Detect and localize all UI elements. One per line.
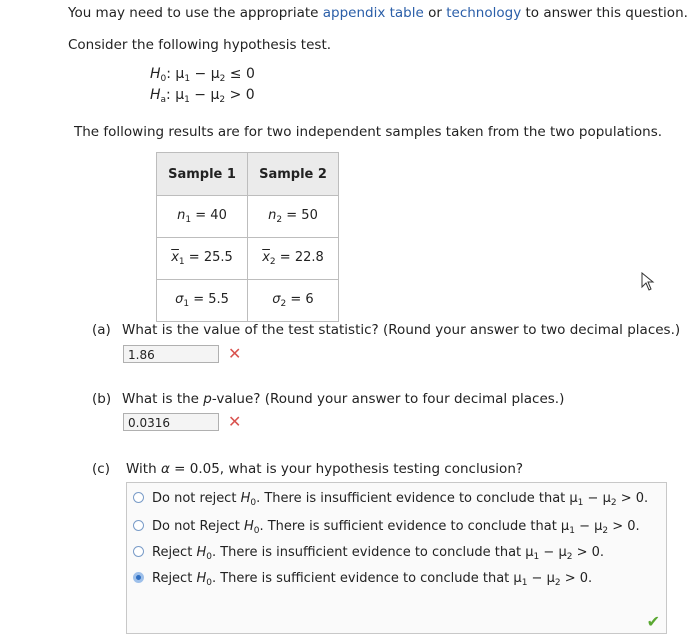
subscript: 2 (610, 498, 617, 508)
samples-table (156, 152, 339, 322)
radio-button[interactable] (133, 546, 144, 557)
instruction-text: to answer this question. (521, 5, 688, 21)
part-a-label: (a) (92, 322, 111, 338)
subscript: 0 (253, 526, 260, 536)
radio-button-selected[interactable] (133, 572, 144, 583)
subscript: 2 (276, 215, 283, 225)
test-statistic-input[interactable]: 1.86 (123, 345, 219, 363)
option-text: Reject (152, 571, 197, 586)
sigma-symbol: σ (272, 292, 281, 307)
option-text: Do not reject (152, 491, 241, 506)
subscript: 1 (184, 74, 191, 84)
option-reject-insufficient[interactable] (133, 545, 604, 562)
subscript: 1 (184, 95, 190, 105)
option-text: > 0. (560, 571, 593, 586)
table-row (157, 196, 339, 238)
option-do-not-reject-sufficient[interactable] (133, 519, 640, 536)
cell-value: = 50 (282, 208, 318, 223)
option-text: − μ (574, 519, 603, 534)
h-symbol: H (150, 87, 161, 103)
option-text: . There is insufficient evidence to conclude that μ (211, 545, 534, 560)
subscript: 0 (250, 498, 257, 508)
option-text: > 0. (608, 519, 640, 534)
radio-button[interactable] (133, 520, 144, 531)
alternative-hypothesis (150, 87, 255, 105)
subscript: 2 (269, 257, 276, 267)
part-a-question: What is the value of the test statistic? (Round your answer to two decimal places.) (122, 322, 681, 338)
subscript: 1 (183, 299, 190, 309)
n1-cell (157, 196, 248, 238)
question-text: -value? (Round your answer to four decimal places.) (211, 391, 565, 407)
table-row (157, 238, 339, 280)
subscript: 1 (178, 257, 185, 267)
option-text: − μ (583, 491, 611, 506)
subscript: 0 (206, 552, 212, 562)
table-row (157, 280, 339, 322)
h-symbol: H (240, 491, 251, 506)
cell-value: = 40 (191, 208, 227, 223)
h-symbol: H (150, 66, 161, 82)
x1-cell (157, 238, 248, 280)
instruction-text: or (423, 5, 447, 21)
subscript: 2 (280, 299, 287, 309)
results-text: The following results are for two independent samples taken from the two populations. (74, 124, 663, 140)
cell-value: = 25.5 (184, 250, 233, 265)
n-symbol: n (268, 208, 277, 223)
option-text: . There is insufficient evidence to conclude that μ (256, 491, 578, 506)
n-symbol: n (177, 208, 186, 223)
alpha-symbol: α (160, 461, 170, 477)
expr: : μ (166, 87, 185, 103)
option-text: > 0. (616, 491, 649, 506)
subscript: a (160, 95, 167, 105)
expr: > 0 (225, 87, 255, 103)
expr: : μ (166, 66, 185, 82)
option-text: . There is sufficient evidence to conclude that μ (211, 571, 522, 586)
subscript: 2 (219, 95, 226, 105)
cell-value: = 6 (286, 292, 314, 307)
subscript: 1 (533, 552, 540, 562)
subscript: 1 (185, 215, 192, 225)
x-bar-symbol: $\overline{x}$ (171, 250, 179, 265)
instruction-line (68, 5, 688, 21)
subscript: 1 (569, 526, 575, 536)
subscript: 1 (521, 578, 528, 588)
check-mark-icon: ✔ (646, 612, 660, 631)
appendix-table-link[interactable]: appendix table (322, 5, 424, 21)
option-text: − μ (527, 571, 555, 586)
subscript: 0 (160, 74, 167, 84)
mouse-cursor-icon (641, 272, 657, 292)
subscript: 2 (219, 74, 226, 84)
technology-link[interactable]: technology (446, 5, 522, 21)
expr: − μ (190, 66, 220, 82)
subscript: 2 (602, 526, 609, 536)
h-symbol: H (196, 545, 207, 560)
p-value-input[interactable]: 0.0316 (123, 413, 219, 431)
subscript: 2 (554, 578, 561, 588)
n2-cell (248, 196, 339, 238)
part-c-question (126, 461, 523, 477)
x-mark-icon: ✕ (228, 412, 242, 431)
option-do-not-reject-insufficient[interactable] (133, 491, 648, 508)
option-text: Do not Reject (152, 519, 244, 534)
option-text: − μ (539, 545, 567, 560)
part-b-question (122, 391, 564, 407)
subscript: 1 (577, 498, 584, 508)
option-text: . There is sufficient evidence to conclude that μ (259, 519, 570, 534)
sigma-symbol: σ (175, 292, 184, 307)
conclusion-options (126, 482, 667, 634)
question-text: What is the (122, 391, 204, 407)
sigma1-cell (157, 280, 248, 322)
instruction-text: You may need to use the appropriate (68, 5, 323, 21)
subscript: 2 (566, 552, 573, 562)
option-reject-sufficient[interactable] (133, 571, 592, 588)
null-hypothesis (150, 66, 255, 84)
h-symbol: H (243, 519, 254, 534)
expr: ≤ 0 (225, 66, 255, 82)
part-b-label: (b) (92, 391, 112, 407)
x-bar-symbol: $\overline{x}$ (262, 250, 270, 265)
p-symbol: p (203, 391, 212, 407)
radio-button[interactable] (133, 492, 144, 503)
table-header-row (157, 153, 339, 196)
option-text: > 0. (572, 545, 605, 560)
option-text: Reject (152, 545, 197, 560)
question-text: = 0.05, what is your hypothesis testing conclusion? (169, 461, 524, 477)
h-symbol: H (196, 571, 207, 586)
expr: − μ (189, 87, 220, 103)
cell-value: = 22.8 (275, 250, 324, 265)
consider-text: Consider the following hypothesis test. (68, 37, 332, 53)
header-sample-2: Sample 2 (248, 153, 339, 196)
x-mark-icon: ✕ (228, 344, 242, 363)
sigma2-cell (248, 280, 339, 322)
question-text: With (126, 461, 161, 477)
cell-value: = 5.5 (189, 292, 229, 307)
header-sample-1: Sample 1 (157, 153, 248, 196)
x2-cell (248, 238, 339, 280)
subscript: 0 (206, 578, 212, 588)
part-c-label: (c) (92, 461, 110, 477)
